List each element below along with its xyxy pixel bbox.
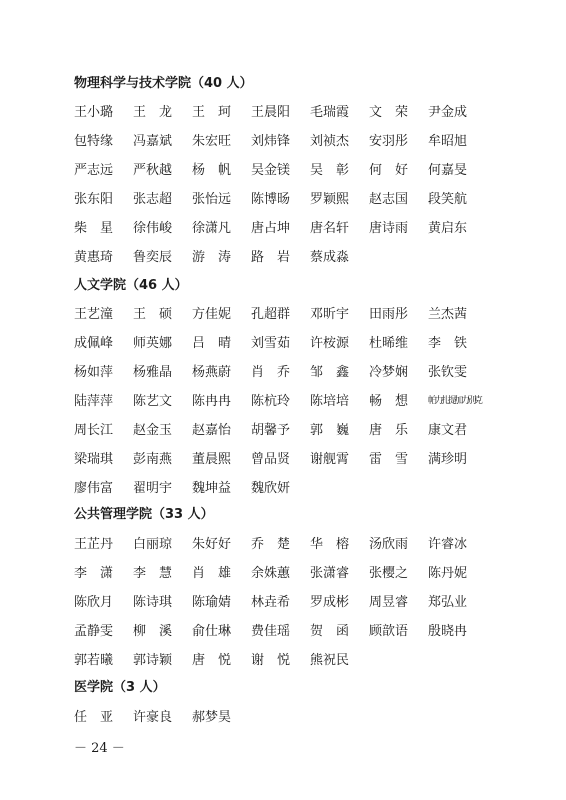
name-cell: 杨燕蔚	[192, 365, 232, 380]
name-cell: 邓昕宇	[310, 307, 350, 322]
name-cell: 朱好好	[192, 537, 232, 552]
name-cell: 尹金成	[428, 105, 468, 120]
name-cell: 赵志国	[369, 192, 409, 207]
name-cell: 李 铁	[428, 336, 468, 351]
name-row	[74, 385, 514, 414]
section-heading: 医学院（3 人）	[74, 680, 166, 695]
name-cell: 刘炜锋	[251, 134, 291, 149]
name-cell: 俞仕琳	[192, 624, 232, 639]
name-grid	[74, 701, 514, 730]
name-cell: 许桉源	[310, 336, 350, 351]
name-cell: 汤欣雨	[369, 537, 409, 552]
section-physics	[74, 75, 514, 270]
name-cell: 安羽彤	[369, 134, 409, 149]
name-cell: 徐潇凡	[192, 221, 232, 236]
name-row	[74, 644, 514, 673]
name-cell: 吴 彰	[310, 163, 350, 178]
name-grid	[74, 96, 514, 270]
name-cell: 张钦雯	[428, 365, 468, 380]
name-cell: 谢舰霄	[310, 452, 350, 467]
name-cell: 柴 星	[74, 221, 114, 236]
section-heading: 人文学院（46 人）	[74, 278, 188, 293]
name-cell: 梁瑞琪	[74, 452, 114, 467]
name-cell: 蔡成淼	[310, 250, 350, 265]
page-number: － 24 －	[74, 741, 125, 756]
name-cell: 刘祯杰	[310, 134, 350, 149]
name-cell: 杨如萍	[74, 365, 114, 380]
name-cell: 刘雪茹	[251, 336, 291, 351]
name-cell: 孟静雯	[74, 624, 114, 639]
name-cell: 魏欣妍	[251, 481, 291, 496]
name-cell: 雷 雪	[369, 452, 409, 467]
section-heading: 物理科学与技术学院（40 人）	[74, 76, 253, 91]
name-row	[74, 586, 514, 615]
name-cell: 王芷丹	[74, 537, 114, 552]
name-cell: 陈欣月	[74, 595, 114, 610]
name-cell: 谢 悦	[251, 653, 291, 668]
name-cell: 贺 函	[310, 624, 350, 639]
name-cell: 张潇睿	[310, 566, 350, 581]
name-cell: 乔 楚	[251, 537, 291, 552]
name-cell: 周昱睿	[369, 595, 409, 610]
name-cell: 王艺潼	[74, 307, 114, 322]
name-cell: 许豪良	[133, 710, 173, 725]
name-cell: 彭南燕	[133, 452, 173, 467]
name-cell: 赵金玉	[133, 423, 173, 438]
name-cell: 费佳瑶	[251, 624, 291, 639]
name-cell: 陈冉冉	[192, 394, 232, 409]
name-cell: 余姝蕙	[251, 566, 291, 581]
name-row	[74, 443, 514, 472]
name-row	[74, 557, 514, 586]
name-cell: 陈丹妮	[428, 566, 468, 581]
name-cell: 李 慧	[133, 566, 173, 581]
name-cell: 熊祝民	[310, 653, 350, 668]
name-cell: 廖伟富	[74, 481, 114, 496]
name-cell: 郑弘业	[428, 595, 468, 610]
name-cell: 郝梦昊	[192, 710, 232, 725]
name-cell: 毛瑞霞	[310, 105, 350, 120]
name-cell: 严志远	[74, 163, 114, 178]
name-cell: 成佩峰	[74, 336, 114, 351]
name-cell: 肖 乔	[251, 365, 291, 380]
name-cell: 田雨彤	[369, 307, 409, 322]
name-cell: 华 榕	[310, 537, 350, 552]
name-row	[74, 615, 514, 644]
name-cell: 张东阳	[74, 192, 114, 207]
name-cell: 朱宏旺	[192, 134, 232, 149]
name-cell: 陈培培	[310, 394, 350, 409]
name-cell: 陈博旸	[251, 192, 291, 207]
name-cell: 孔超群	[251, 307, 291, 322]
name-cell: 张志超	[133, 192, 173, 207]
name-cell: 陈杭玲	[251, 394, 291, 409]
name-cell: 陆萍萍	[74, 394, 114, 409]
name-cell: 满珍明	[428, 452, 468, 467]
name-cell: 王 硕	[133, 307, 173, 322]
name-cell: 曾品贤	[251, 452, 291, 467]
name-cell: 吴金镁	[251, 163, 291, 178]
name-cell: 师英娜	[133, 336, 173, 351]
name-cell: 杨 帆	[192, 163, 232, 178]
name-row	[74, 183, 514, 212]
name-cell: 张樱之	[369, 566, 409, 581]
name-cell: 鲁奕辰	[133, 250, 173, 265]
name-cell: 殷晓冉	[428, 624, 468, 639]
name-cell: 杜晞维	[369, 336, 409, 351]
name-cell: 游 涛	[192, 250, 232, 265]
name-cell: 唐 乐	[369, 423, 409, 438]
name-cell: 任 亚	[74, 710, 114, 725]
name-row	[74, 96, 514, 125]
name-cell: 帕力扎提·加力别克	[428, 396, 481, 406]
name-cell: 畅 想	[369, 394, 409, 409]
name-cell: 段笑航	[428, 192, 468, 207]
name-cell: 郭 巍	[310, 423, 350, 438]
name-cell: 何嘉旻	[428, 163, 468, 178]
name-row	[74, 472, 514, 501]
name-cell: 唐名轩	[310, 221, 350, 236]
name-cell: 严秋越	[133, 163, 173, 178]
name-row	[74, 241, 514, 270]
name-cell: 柳 溪	[133, 624, 173, 639]
name-cell: 许睿冰	[428, 537, 468, 552]
name-grid	[74, 298, 514, 501]
name-row	[74, 701, 514, 730]
name-cell: 王小璐	[74, 105, 114, 120]
name-cell: 罗颖熙	[310, 192, 350, 207]
name-row	[74, 356, 514, 385]
name-cell: 陈瑜婧	[192, 595, 232, 610]
section-public-admin	[74, 506, 514, 673]
name-cell: 文 荣	[369, 105, 409, 120]
section-medicine	[74, 679, 514, 730]
name-cell: 顾歆语	[369, 624, 409, 639]
name-cell: 董晨熙	[192, 452, 232, 467]
name-cell: 郭若曦	[74, 653, 114, 668]
name-cell: 魏坤益	[192, 481, 232, 496]
name-cell: 牟昭旭	[428, 134, 468, 149]
name-cell: 赵嘉怡	[192, 423, 232, 438]
name-cell: 陈艺文	[133, 394, 173, 409]
name-cell: 徐伟峻	[133, 221, 173, 236]
section-heading: 公共管理学院（33 人）	[74, 507, 214, 522]
name-cell: 黄启东	[428, 221, 468, 236]
name-row	[74, 327, 514, 356]
name-cell: 张怡远	[192, 192, 232, 207]
name-row	[74, 414, 514, 443]
name-cell: 翟明宇	[133, 481, 173, 496]
name-row	[74, 298, 514, 327]
name-cell: 康文君	[428, 423, 468, 438]
name-cell: 肖 雄	[192, 566, 232, 581]
name-cell: 包特缘	[74, 134, 114, 149]
name-cell: 冷梦娴	[369, 365, 409, 380]
name-cell: 罗成彬	[310, 595, 350, 610]
name-row	[74, 528, 514, 557]
name-cell: 黄惠琦	[74, 250, 114, 265]
section-humanities	[74, 277, 514, 501]
name-grid	[74, 528, 514, 673]
name-cell: 陈诗琪	[133, 595, 173, 610]
name-cell: 方佳妮	[192, 307, 232, 322]
name-cell: 唐 悦	[192, 653, 232, 668]
name-cell: 王 珂	[192, 105, 232, 120]
name-cell: 邹 鑫	[310, 365, 350, 380]
name-cell: 胡馨予	[251, 423, 291, 438]
name-cell: 冯嘉斌	[133, 134, 173, 149]
name-cell: 周长江	[74, 423, 114, 438]
name-cell: 白丽琼	[133, 537, 173, 552]
name-cell: 林垚希	[251, 595, 291, 610]
name-cell: 唐诗雨	[369, 221, 409, 236]
name-cell: 吕 晴	[192, 336, 232, 351]
name-cell: 王 龙	[133, 105, 173, 120]
name-cell: 李 潇	[74, 566, 114, 581]
name-row	[74, 154, 514, 183]
name-row	[74, 125, 514, 154]
name-cell: 杨雅晶	[133, 365, 173, 380]
name-cell: 何 好	[369, 163, 409, 178]
name-cell: 郭诗颖	[133, 653, 173, 668]
name-cell: 兰杰茜	[428, 307, 468, 322]
name-cell: 王晨阳	[251, 105, 291, 120]
name-row	[74, 212, 514, 241]
name-cell: 唐占坤	[251, 221, 291, 236]
name-cell: 路 岩	[251, 250, 291, 265]
